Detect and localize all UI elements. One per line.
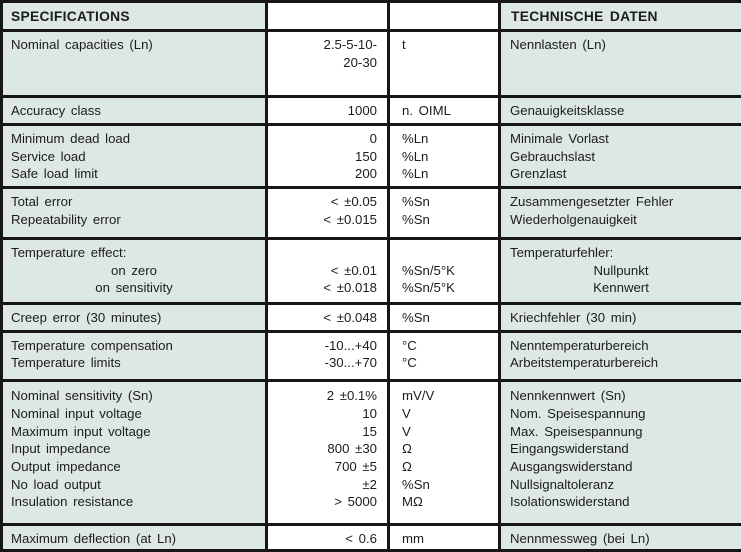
spec-text-cell xyxy=(2,524,267,550)
german-text: Isolationswiderstand xyxy=(510,494,630,510)
header-unit-column-blank xyxy=(389,2,500,31)
german-text: Zusammengesetzter Fehler xyxy=(510,194,674,210)
unit-text: mm xyxy=(402,530,424,546)
unit-text-cell xyxy=(389,524,500,550)
spec-text: Insulation resistance xyxy=(11,494,134,510)
table-row xyxy=(2,97,741,124)
german-text: Eingangswiderstand xyxy=(510,441,629,457)
german-text: Nullsignaltoleranz xyxy=(510,476,615,492)
table-row xyxy=(2,381,741,524)
unit-text: %Sn xyxy=(402,310,430,326)
unit-text: %Ln xyxy=(402,166,429,182)
value-text: < ±0.015 xyxy=(323,211,377,227)
german-text: Minimale Vorlast xyxy=(510,130,609,146)
value-text: < 0.6 xyxy=(345,530,377,546)
value-text-cell xyxy=(267,331,389,381)
unit-text xyxy=(390,244,498,262)
german-text: Grenzlast xyxy=(510,166,567,182)
german-text-cell xyxy=(500,381,741,524)
value-text: 10 xyxy=(362,405,377,421)
unit-text xyxy=(390,54,498,72)
table-row xyxy=(2,331,741,381)
unit-text: %Sn/5°K xyxy=(402,280,455,296)
spec-text: Repeatability error xyxy=(11,211,121,227)
spec-text: Service load xyxy=(11,148,86,164)
german-text: Temperaturfehler: xyxy=(510,244,614,260)
german-text-cell xyxy=(500,124,741,187)
unit-text: Ω xyxy=(402,441,412,457)
value-text: 800 ±30 xyxy=(327,441,377,457)
value-text: 700 ±5 xyxy=(334,458,377,474)
value-text: < ±0.01 xyxy=(330,262,377,278)
spec-text: Temperature limits xyxy=(11,355,121,371)
header-specifications: SPECIFICATIONS xyxy=(2,2,267,31)
value-text: 200 xyxy=(354,166,377,182)
value-text: 0 xyxy=(369,130,377,146)
value-text-cell xyxy=(267,304,389,331)
unit-text: %Sn/5°K xyxy=(402,262,455,278)
german-text: Kriechfehler (30 min) xyxy=(510,310,637,326)
spec-text: Nominal sensitivity (Sn) xyxy=(11,388,153,404)
header-row xyxy=(2,2,741,31)
unit-text: t xyxy=(402,37,406,52)
value-text-cell xyxy=(267,238,389,303)
spec-text: Accuracy class xyxy=(11,103,101,119)
spec-text-cell xyxy=(2,31,267,97)
spec-text-cell xyxy=(2,381,267,524)
unit-text: °C xyxy=(402,337,417,353)
german-text-cell xyxy=(500,188,741,239)
unit-text: %Sn xyxy=(402,211,430,227)
value-text-cell xyxy=(267,381,389,524)
spec-table-body xyxy=(2,31,741,551)
value-text: 150 xyxy=(354,148,377,164)
spec-text: Input impedance xyxy=(11,441,111,457)
german-text-cell xyxy=(500,31,741,97)
unit-text: mV/V xyxy=(402,388,435,404)
value-text-cell xyxy=(267,188,389,239)
german-text: Max. Speisespannung xyxy=(510,423,643,439)
spec-text: Temperature effect: xyxy=(11,244,127,260)
spec-text: Nominal capacities (Ln) xyxy=(11,37,153,52)
spec-text-cell xyxy=(2,188,267,239)
unit-text: V xyxy=(402,423,411,439)
spec-text: on sensitivity xyxy=(95,280,173,296)
value-text xyxy=(268,244,387,262)
spec-text: Minimum dead load xyxy=(11,130,131,146)
value-text: -10...+40 xyxy=(324,337,377,353)
value-text: > 5000 xyxy=(334,494,377,510)
value-text: < ±0.048 xyxy=(323,310,377,326)
spec-text: on zero xyxy=(111,262,157,278)
german-text-cell xyxy=(500,524,741,550)
value-text: < ±0.018 xyxy=(323,280,377,296)
spec-text: Total error xyxy=(11,194,73,210)
german-text: Kennwert xyxy=(593,280,649,296)
unit-text-cell xyxy=(389,304,500,331)
unit-text-cell xyxy=(389,381,500,524)
table-row xyxy=(2,124,741,187)
german-text: Nullpunkt xyxy=(593,262,649,278)
spec-text: No load output xyxy=(11,476,101,492)
value-text-cell xyxy=(267,124,389,187)
spec-text: Safe load limit xyxy=(11,166,98,182)
unit-text: °C xyxy=(402,355,417,371)
german-text: Nennmessweg (bei Ln) xyxy=(510,530,650,546)
spec-text-cell xyxy=(2,97,267,124)
spec-text: Nominal input voltage xyxy=(11,405,142,421)
spec-text-cell xyxy=(2,238,267,303)
german-text xyxy=(501,54,741,72)
table-row xyxy=(2,31,741,97)
unit-text: %Sn xyxy=(402,476,430,492)
unit-text-cell xyxy=(389,31,500,97)
german-text: Nennkennwert (Sn) xyxy=(510,388,626,404)
german-text: Arbeitstemperaturbereich xyxy=(510,355,659,371)
spec-text: Creep error (30 minutes) xyxy=(11,310,162,326)
unit-text: %Ln xyxy=(402,130,429,146)
table-row xyxy=(2,524,741,550)
german-text-cell xyxy=(500,304,741,331)
table-row xyxy=(2,304,741,331)
header-value-column-blank xyxy=(267,2,389,31)
german-text: Nenntemperaturbereich xyxy=(510,337,649,353)
german-text-cell xyxy=(500,97,741,124)
unit-text: MΩ xyxy=(402,494,423,510)
spec-text-cell xyxy=(2,124,267,187)
value-text: 1000 xyxy=(347,103,377,119)
value-text: 15 xyxy=(362,423,377,439)
german-text: Ausgangswiderstand xyxy=(510,458,633,474)
value-text: 2.5-5-10- xyxy=(323,37,377,52)
spec-text-cell xyxy=(2,331,267,381)
unit-text: Ω xyxy=(402,458,412,474)
unit-text: V xyxy=(402,405,411,421)
german-text: Nennlasten (Ln) xyxy=(510,37,606,52)
unit-text: %Ln xyxy=(402,148,429,164)
table-row xyxy=(2,238,741,303)
header-technische-daten: TECHNISCHE DATEN xyxy=(500,2,741,31)
table-row xyxy=(2,188,741,239)
unit-text-cell xyxy=(389,238,500,303)
spec-text: Maximum input voltage xyxy=(11,423,151,439)
german-text: Wiederholgenauigkeit xyxy=(510,211,637,227)
value-text-cell xyxy=(267,97,389,124)
spec-text: Temperature compensation xyxy=(11,337,173,353)
spec-text-cell xyxy=(2,304,267,331)
german-text-cell xyxy=(500,331,741,381)
unit-text-cell xyxy=(389,97,500,124)
value-text: ±2 xyxy=(362,476,377,492)
value-text: < ±0.05 xyxy=(330,194,377,210)
spec-text: Maximum deflection (at Ln) xyxy=(11,530,177,546)
unit-text-cell xyxy=(389,188,500,239)
value-text: 20-30 xyxy=(343,54,377,70)
german-text: Genauigkeitsklasse xyxy=(510,103,625,119)
german-text: Nom. Speisespannung xyxy=(510,405,646,421)
unit-text: n. OIML xyxy=(402,103,451,119)
value-text: 2 ±0.1% xyxy=(326,388,377,404)
value-text: -30...+70 xyxy=(324,355,377,371)
spec-text: Output impedance xyxy=(11,458,121,474)
value-text-cell xyxy=(267,31,389,97)
spec-text xyxy=(3,54,265,72)
unit-text-cell xyxy=(389,124,500,187)
german-text-cell xyxy=(500,238,741,303)
unit-text: %Sn xyxy=(402,194,430,210)
unit-text-cell xyxy=(389,331,500,381)
german-text: Gebrauchslast xyxy=(510,148,596,164)
value-text-cell xyxy=(267,524,389,550)
